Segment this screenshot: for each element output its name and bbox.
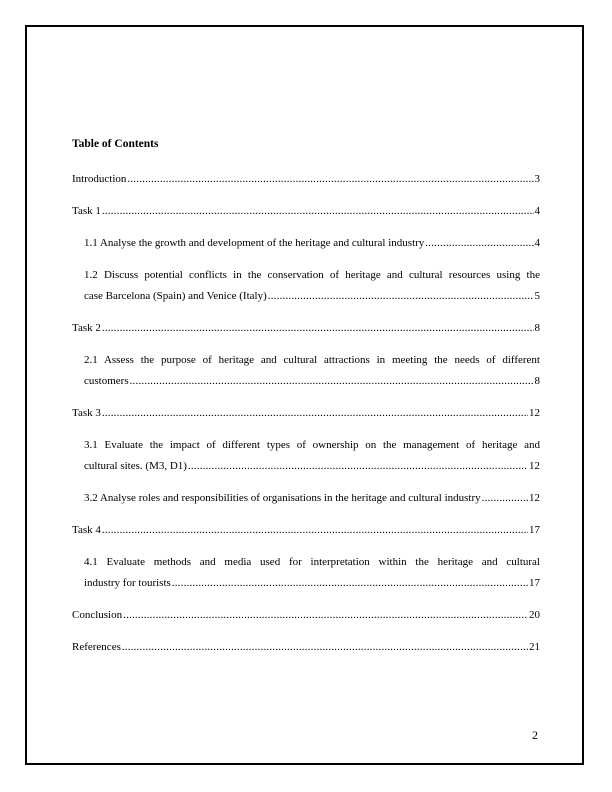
toc-entry-label: Task 4 (72, 524, 101, 536)
toc-entry-page: 8 (534, 375, 540, 387)
toc-entry-label: Task 3 (72, 407, 101, 419)
toc-entry-label: Task 1 (72, 205, 101, 217)
toc-entry-label-line1: 3.1 Evaluate the impact of different types of ownership on the management of heritage and (84, 439, 540, 451)
toc-entry-task-3[interactable] (72, 403, 540, 424)
toc-entry-1-1[interactable] (84, 233, 540, 254)
toc-entry-label-line2: customers (84, 375, 129, 387)
toc-entry-task-2[interactable] (72, 318, 540, 339)
dot-leader (102, 201, 534, 222)
toc-entry-label-line2: case Barcelona (Spain) and Venice (Italy) (84, 290, 267, 302)
table-of-contents (72, 136, 540, 669)
toc-entry-page: 12 (529, 492, 540, 504)
toc-entry-page: 12 (529, 407, 540, 419)
dot-leader (425, 233, 533, 254)
toc-entry-page: 17 (529, 524, 540, 536)
toc-entry-page: 8 (534, 322, 540, 334)
toc-entry-introduction[interactable] (72, 169, 540, 190)
dot-leader (268, 286, 534, 307)
dot-leader (122, 637, 528, 658)
toc-entry-page: 20 (529, 609, 540, 621)
toc-entry-label: 1.1 Analyse the growth and development of the heritage and cultural industry (84, 237, 425, 249)
dot-leader (482, 488, 528, 509)
toc-entry-page: 12 (529, 460, 540, 472)
page-number: 2 (532, 728, 538, 742)
toc-entry-page: 21 (529, 641, 540, 653)
toc-entry-3-2[interactable] (84, 488, 540, 509)
dot-leader (127, 169, 533, 190)
toc-entry-task-1[interactable] (72, 201, 540, 222)
toc-entry-label: References (72, 641, 121, 653)
dot-leader (102, 520, 528, 541)
dot-leader (102, 318, 534, 339)
toc-entry-label: 3.2 Analyse roles and responsibilities of organisations in the heritage and cultural industry (84, 492, 481, 504)
toc-entry-label: Task 2 (72, 322, 101, 334)
toc-entry-3-1[interactable] (84, 435, 540, 477)
toc-entry-4-1[interactable] (84, 552, 540, 594)
toc-entry-1-2[interactable] (84, 265, 540, 307)
toc-title: Table of Contents (72, 138, 159, 150)
dot-leader (172, 573, 528, 594)
toc-entry-conclusion[interactable] (72, 605, 540, 626)
toc-entry-page: 17 (529, 577, 540, 589)
toc-entry-references[interactable] (72, 637, 540, 658)
toc-entry-page: 3 (534, 173, 540, 185)
toc-entry-task-4[interactable] (72, 520, 540, 541)
toc-entry-label-line2: industry for tourists (84, 577, 171, 589)
toc-entry-label-line1: 1.2 Discuss potential conflicts in the conservation of heritage and cultural resources using the (84, 269, 540, 281)
toc-entry-page: 4 (534, 205, 540, 217)
dot-leader (188, 456, 528, 477)
toc-entry-label-line1: 2.1 Assess the purpose of heritage and cultural attractions in meeting the needs of different (84, 354, 540, 366)
toc-entry-label: Introduction (72, 173, 127, 185)
dot-leader (130, 371, 534, 392)
toc-entry-2-1[interactable] (84, 350, 540, 392)
toc-entry-label-line1: 4.1 Evaluate methods and media used for interpretation within the heritage and cultural (84, 556, 540, 568)
toc-entry-label-line2: cultural sites. (M3, D1) (84, 460, 187, 472)
toc-entry-page: 4 (534, 237, 540, 249)
dot-leader (102, 403, 528, 424)
toc-entry-label: Conclusion (72, 609, 123, 621)
dot-leader (123, 605, 528, 626)
toc-entry-page: 5 (534, 290, 540, 302)
